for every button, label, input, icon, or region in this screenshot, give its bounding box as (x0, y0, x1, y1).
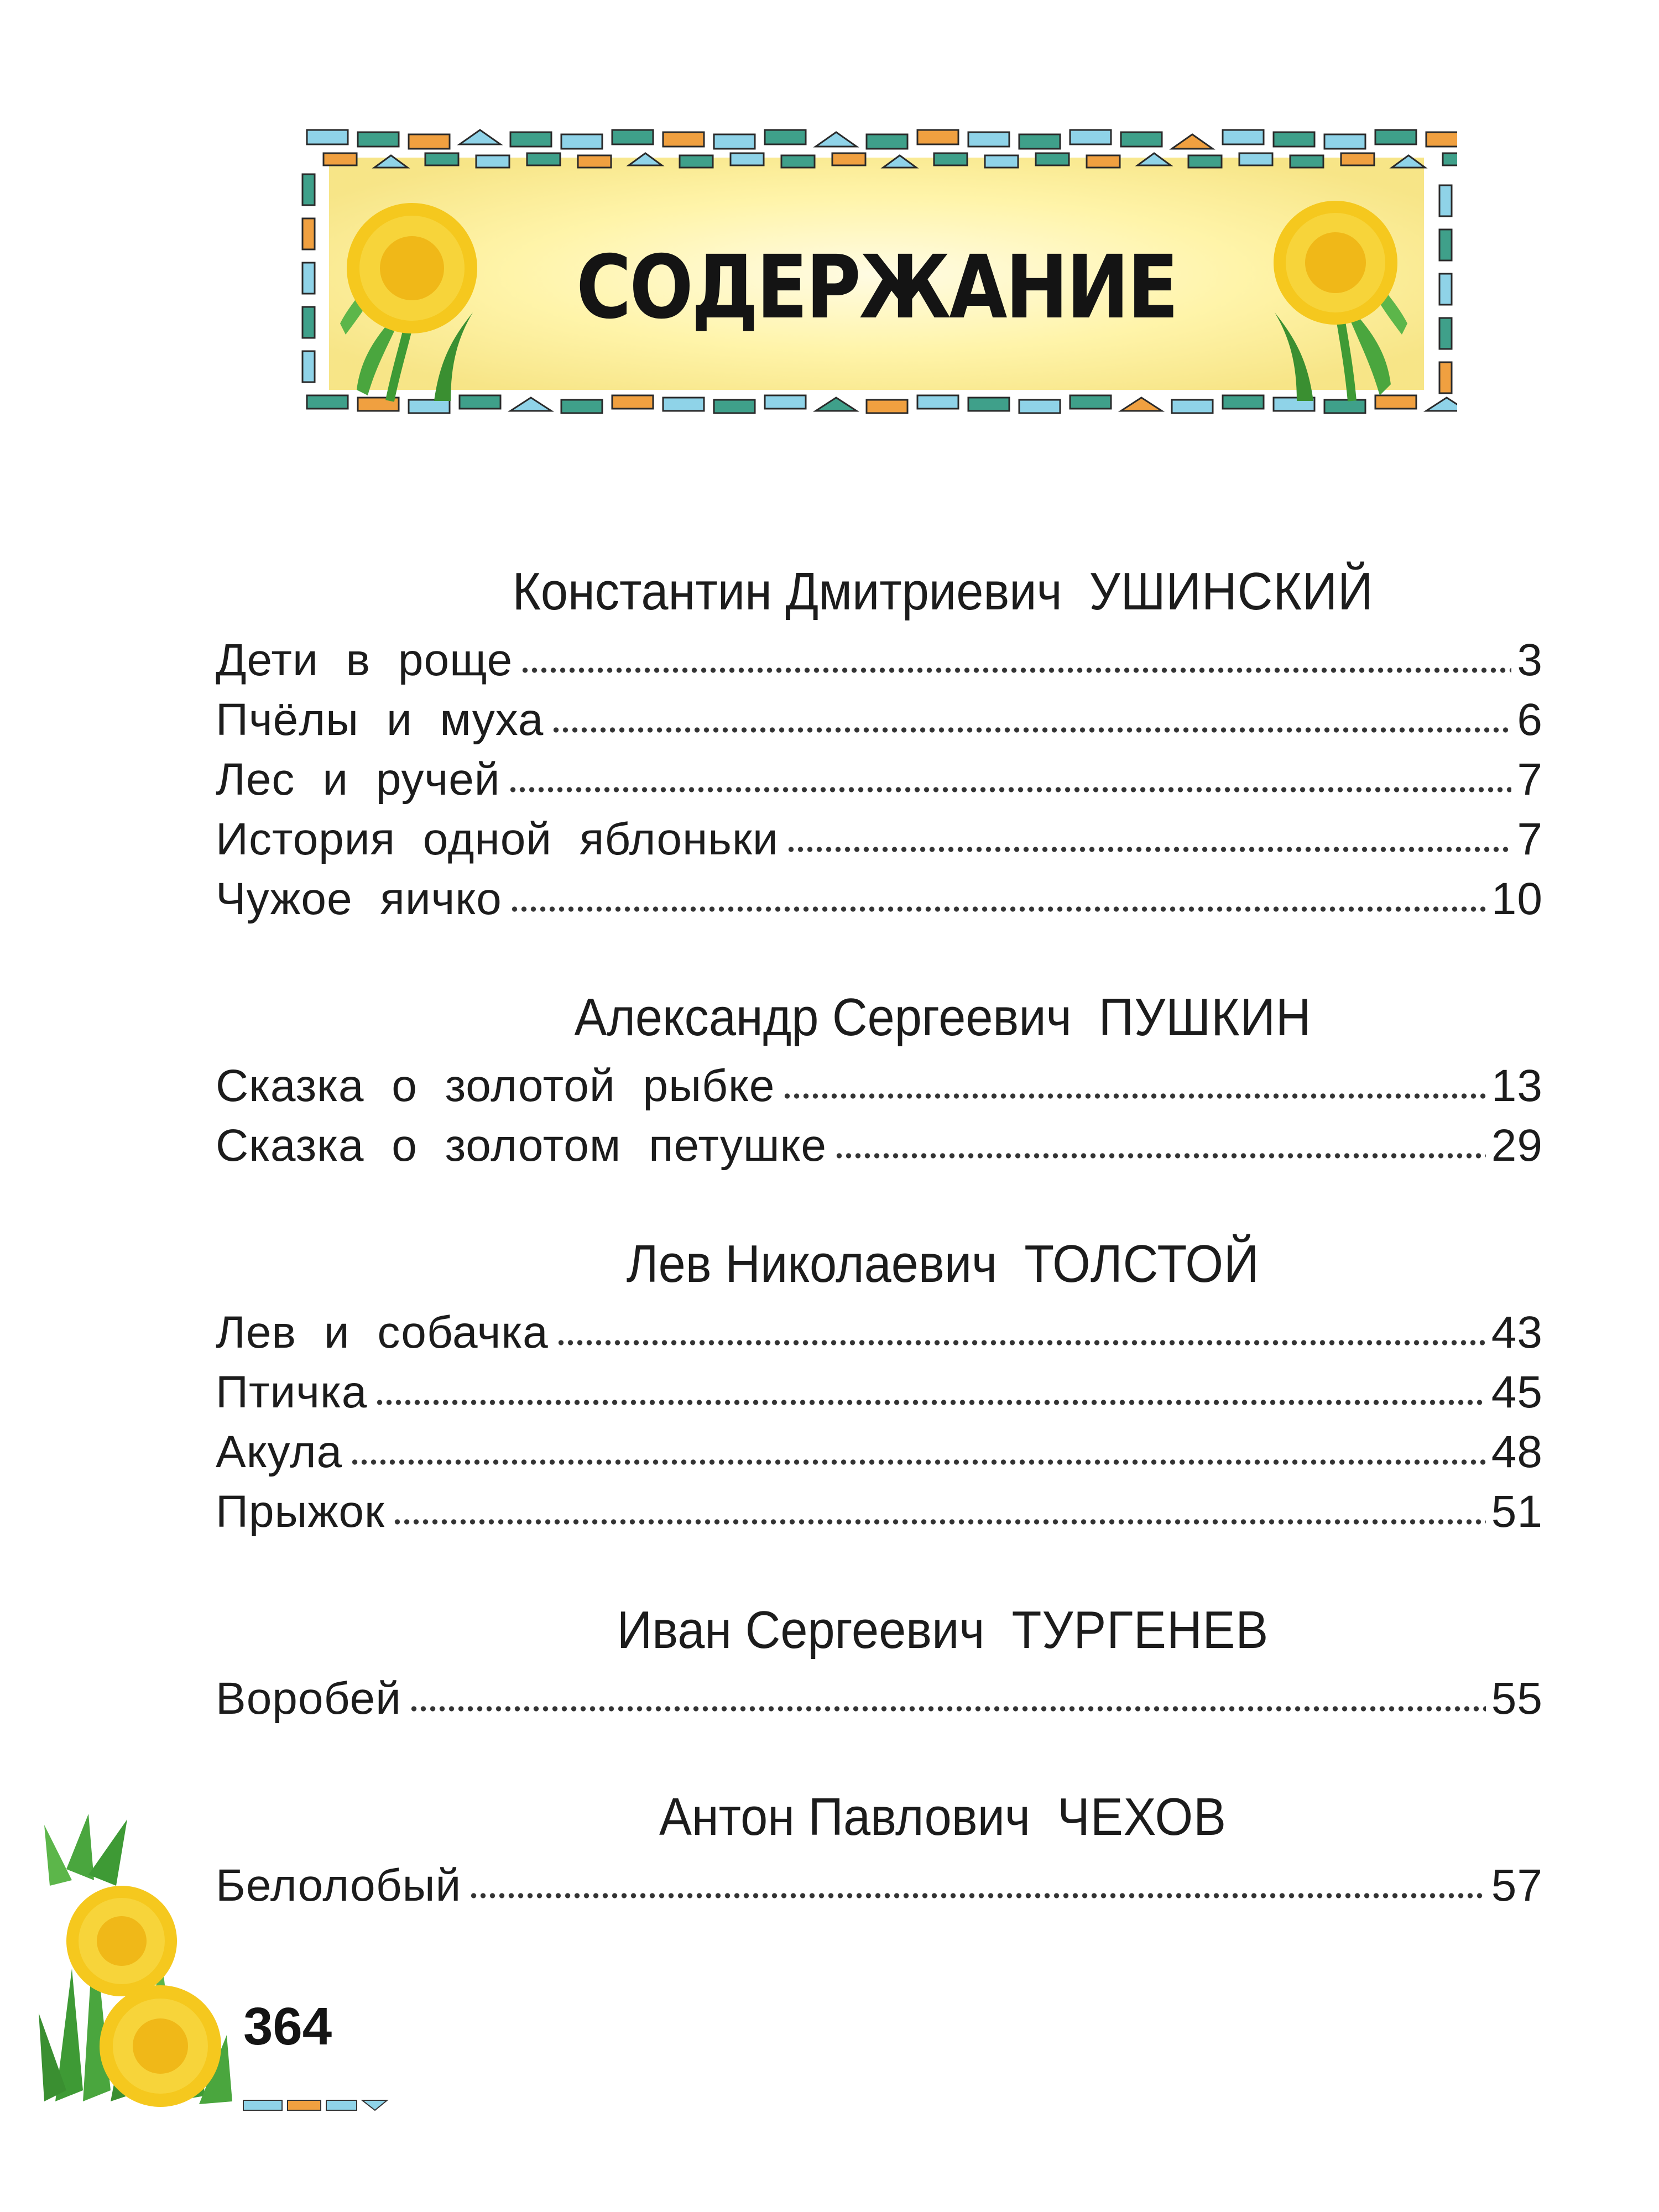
mosaic-tile (1324, 134, 1365, 149)
mosaic-tile (968, 132, 1009, 147)
mosaic-tile (460, 130, 500, 144)
mosaic-tile (1439, 362, 1452, 393)
mosaic-tile (561, 134, 602, 149)
entry-page-number: 29 (1491, 1120, 1543, 1171)
mosaic-tile (1070, 395, 1111, 409)
entry-page-number: 3 (1517, 635, 1543, 685)
toc-entry[interactable] (216, 810, 1543, 869)
author-surname: ПУШКИН (1098, 988, 1312, 1047)
author-name: Александр Сергеевич (574, 988, 1072, 1047)
author-heading (391, 1778, 1495, 1856)
entry-title: Сказка о золотом петушке (216, 1120, 827, 1171)
mosaic-tile (816, 398, 857, 411)
mosaic-tile (1070, 130, 1111, 144)
mosaic-tile (612, 130, 653, 144)
dot-leader (556, 1337, 1486, 1348)
entry-page-number: 7 (1517, 754, 1543, 805)
author-name: Антон Павлович (659, 1787, 1030, 1846)
mosaic-tile (1036, 153, 1069, 165)
entry-title: Дети в роще (216, 635, 513, 685)
corner-decoration (33, 1803, 398, 2112)
author-name: Иван Сергеевич (617, 1600, 985, 1660)
dot-leader (393, 1516, 1486, 1527)
author-surname: ТОЛСТОЙ (1024, 1234, 1260, 1293)
mosaic-tile (731, 153, 764, 165)
mosaic-tile (1274, 132, 1314, 147)
mosaic-tile (781, 155, 815, 168)
mosaic-tile (324, 153, 357, 165)
toc-entry[interactable] (216, 630, 1543, 690)
entry-page-number: 45 (1491, 1367, 1543, 1417)
mosaic-tile (307, 130, 348, 144)
mosaic-tile (1439, 274, 1452, 305)
entry-title: Прыжок (216, 1486, 385, 1537)
mosaic-tile (409, 400, 450, 413)
entry-title: Лев и собачка (216, 1307, 549, 1358)
mosaic-tile (1426, 398, 1457, 411)
mosaic-tile (578, 155, 611, 168)
toc-section (216, 1592, 1543, 1729)
dandelion-icon (66, 1886, 177, 1996)
mosaic-tile (527, 153, 560, 165)
mosaic-tile (302, 174, 315, 205)
dot-leader (510, 904, 1486, 915)
author-surname: УШИНСКИЙ (1089, 562, 1374, 621)
header-banner (296, 119, 1457, 426)
entry-page-number: 51 (1491, 1486, 1543, 1537)
dot-leader (834, 1150, 1486, 1161)
mosaic-tile (765, 395, 806, 409)
author-surname: ТУРГЕНЕВ (1011, 1600, 1269, 1660)
author-name: Лев Николаевич (626, 1234, 998, 1293)
mosaic-tile (1375, 130, 1416, 144)
toc-section (216, 1778, 1543, 1916)
mosaic-tile (561, 400, 602, 413)
page-number: 364 (243, 1997, 332, 2056)
entry-title: Чужое яичко (216, 874, 502, 924)
mosaic-tile (714, 400, 755, 413)
mosaic-tile (832, 153, 865, 165)
toc-entry[interactable] (216, 690, 1543, 750)
entry-title: Белолобый (216, 1860, 462, 1911)
entry-title: Пчёлы и муха (216, 695, 544, 745)
toc-entry[interactable] (216, 1669, 1543, 1729)
mosaic-tile (476, 155, 509, 168)
toc-section (216, 553, 1543, 929)
dandelion-icon (100, 1985, 221, 2107)
mosaic-tile (510, 132, 551, 147)
author-heading (391, 1592, 1495, 1669)
mosaic-tile (302, 218, 315, 249)
page-title: СОДЕРЖАНИЕ (576, 237, 1177, 338)
mosaic-tile (1439, 318, 1452, 349)
dot-leader (409, 1703, 1486, 1714)
toc-entry[interactable] (216, 1422, 1543, 1482)
author-surname: ЧЕХОВ (1057, 1787, 1227, 1846)
toc-entry[interactable] (216, 1482, 1543, 1542)
mosaic-tile (1426, 132, 1457, 147)
mosaic-tile (1375, 395, 1416, 409)
mosaic-tile (1223, 130, 1264, 144)
mosaic-tile (765, 130, 806, 144)
dot-leader (551, 724, 1511, 735)
mosaic-tile (867, 134, 907, 149)
mosaic-tile (302, 351, 315, 382)
mosaic-tile (985, 155, 1018, 168)
author-heading (391, 979, 1495, 1056)
entry-page-number: 55 (1491, 1673, 1543, 1724)
mosaic-tile (460, 395, 500, 409)
mosaic-tile (714, 134, 755, 149)
table-of-contents (216, 553, 1543, 1916)
entry-page-number: 57 (1491, 1860, 1543, 1911)
toc-entry[interactable] (216, 1116, 1543, 1176)
mosaic-tile (1439, 185, 1452, 216)
author-heading (391, 553, 1495, 630)
entry-page-number: 13 (1491, 1061, 1543, 1111)
entry-page-number: 48 (1491, 1427, 1543, 1477)
mosaic-tile (663, 398, 704, 411)
mosaic-tile (1172, 134, 1213, 149)
mosaic-tile (1121, 398, 1162, 411)
mosaic-tile (425, 153, 458, 165)
dot-leader (469, 1890, 1485, 1901)
dot-leader (508, 784, 1512, 795)
mosaic-tile (680, 155, 713, 168)
mosaic-tile (1087, 155, 1120, 168)
entry-title: Лес и ручей (216, 754, 500, 805)
mosaic-tile (1188, 155, 1222, 168)
entry-title: Птичка (216, 1367, 368, 1417)
mosaic-tile (1121, 132, 1162, 147)
mosaic-tile (917, 130, 958, 144)
entry-title: Воробей (216, 1673, 401, 1724)
toc-section (216, 1225, 1543, 1542)
toc-entry[interactable] (216, 1363, 1543, 1422)
mosaic-tile (1324, 400, 1365, 413)
mosaic-tile (1019, 134, 1060, 149)
mosaic-tile (409, 134, 450, 149)
mosaic-tile (1443, 153, 1457, 165)
entry-page-number: 43 (1491, 1307, 1543, 1358)
toc-entry[interactable] (216, 1856, 1543, 1916)
mosaic-tile (1019, 400, 1060, 413)
mosaic-tile (307, 395, 348, 409)
mosaic-tile (358, 132, 399, 147)
mosaic-tile (968, 398, 1009, 411)
mosaic-tile (1223, 395, 1264, 409)
dot-leader (520, 665, 1511, 676)
entry-page-number: 7 (1517, 814, 1543, 864)
author-heading (391, 1225, 1495, 1303)
entry-page-number: 6 (1517, 695, 1543, 745)
mosaic-tile (917, 395, 958, 409)
toc-entry[interactable] (216, 1303, 1543, 1363)
mosaic-tile (934, 153, 967, 165)
toc-entry[interactable] (216, 1056, 1543, 1116)
dot-leader (782, 1091, 1485, 1102)
entry-title: Акула (216, 1427, 343, 1477)
mosaic-tile (1239, 153, 1272, 165)
entry-page-number: 10 (1491, 874, 1543, 924)
mosaic-strip (243, 2100, 387, 2110)
entry-title: История одной яблоньки (216, 814, 779, 864)
mosaic-tile (302, 307, 315, 338)
mosaic-tile (510, 398, 551, 411)
toc-entry[interactable] (216, 750, 1543, 810)
mosaic-tile (663, 132, 704, 147)
mosaic-tile (1172, 400, 1213, 413)
mosaic-tile (1439, 229, 1452, 260)
mosaic-tile (1290, 155, 1323, 168)
mosaic-tile (1341, 153, 1374, 165)
mosaic-tile (816, 132, 857, 147)
author-name: Константин Дмитриевич (512, 562, 1062, 621)
mosaic-tile (302, 263, 315, 294)
mosaic-tile (867, 400, 907, 413)
toc-entry[interactable] (216, 869, 1543, 929)
dot-leader (350, 1457, 1486, 1468)
mosaic-tile (612, 395, 653, 409)
toc-section (216, 979, 1543, 1176)
dot-leader (786, 844, 1512, 855)
dot-leader (375, 1397, 1485, 1408)
entry-title: Сказка о золотой рыбке (216, 1061, 775, 1111)
